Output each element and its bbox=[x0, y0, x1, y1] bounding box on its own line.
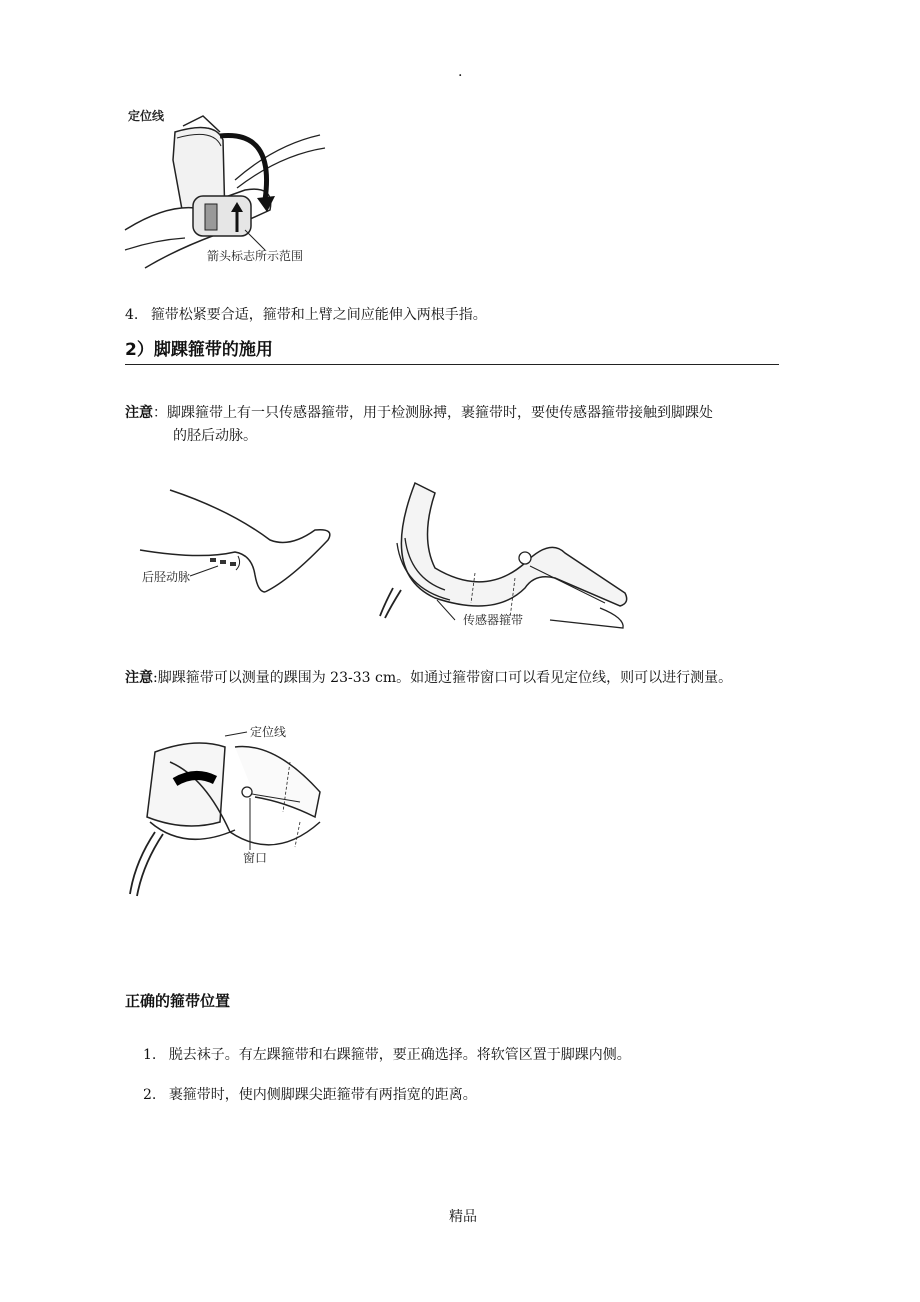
note-2-label: 注意 bbox=[125, 670, 153, 686]
list-item-text: 脱去袜子。有左踝箍带和右踝箍带，要正确选择。将软管区置于脚踝内侧。 bbox=[168, 1047, 631, 1063]
figure2-left-label: 后胫动脉 bbox=[142, 570, 191, 584]
step-4-text: 箍带松紧要合适，箍带和上臂之间应能伸入两根手指。 bbox=[150, 307, 487, 323]
figure1-label-bottom: 箭头标志所示范围 bbox=[207, 249, 304, 263]
list-item bbox=[143, 1045, 631, 1065]
ankle-cuff-sensor-illustration bbox=[375, 478, 635, 638]
step-4-number: 4. bbox=[125, 307, 139, 323]
cuff-window-illustration bbox=[125, 722, 335, 902]
leg-figure bbox=[140, 480, 340, 600]
arm-cuff-illustration bbox=[125, 100, 335, 270]
figure3-label-bottom: 窗口 bbox=[243, 851, 268, 865]
cuff-window-figure bbox=[125, 722, 335, 902]
figure2-right-label: 传感器箍带 bbox=[463, 613, 524, 627]
list-item-text: 裹箍带时，使内侧脚踝尖距箍带有两指宽的距离。 bbox=[168, 1087, 477, 1103]
figure1-label-top: 定位线 bbox=[128, 109, 165, 123]
list-item-number: 2. bbox=[143, 1087, 157, 1103]
note-2 bbox=[125, 668, 732, 688]
leg-artery-illustration bbox=[140, 480, 340, 600]
section-title: 2）脚踝箍带的施用 bbox=[125, 338, 779, 365]
arm-cuff-figure bbox=[125, 100, 335, 270]
note-1-label: 注意 bbox=[125, 405, 153, 421]
page-footer: 精品 bbox=[449, 1209, 477, 1225]
page-header-mark: . bbox=[458, 64, 463, 80]
note-1-line1: ：脚踝箍带上有一只传感器箍带，用于检测脉搏，裹箍带时，要使传感器箍带接触到脚踝处 bbox=[153, 405, 713, 421]
note-2-text: :脚踝箍带可以测量的踝围为 23-33 cm。如通过箍带窗口可以看见定位线，则可以进行测量。 bbox=[153, 670, 733, 686]
ankle-cuff-sensor-figure bbox=[375, 478, 635, 638]
list-item bbox=[143, 1085, 477, 1105]
figure3-label-top: 定位线 bbox=[250, 725, 287, 739]
correct-position-heading: 正确的箍带位置 bbox=[125, 992, 231, 1010]
list-item-number: 1. bbox=[143, 1047, 157, 1063]
note-1-line2: 的胫后动脉。 bbox=[173, 428, 257, 444]
note-1 bbox=[125, 403, 713, 423]
step-4 bbox=[125, 305, 487, 325]
